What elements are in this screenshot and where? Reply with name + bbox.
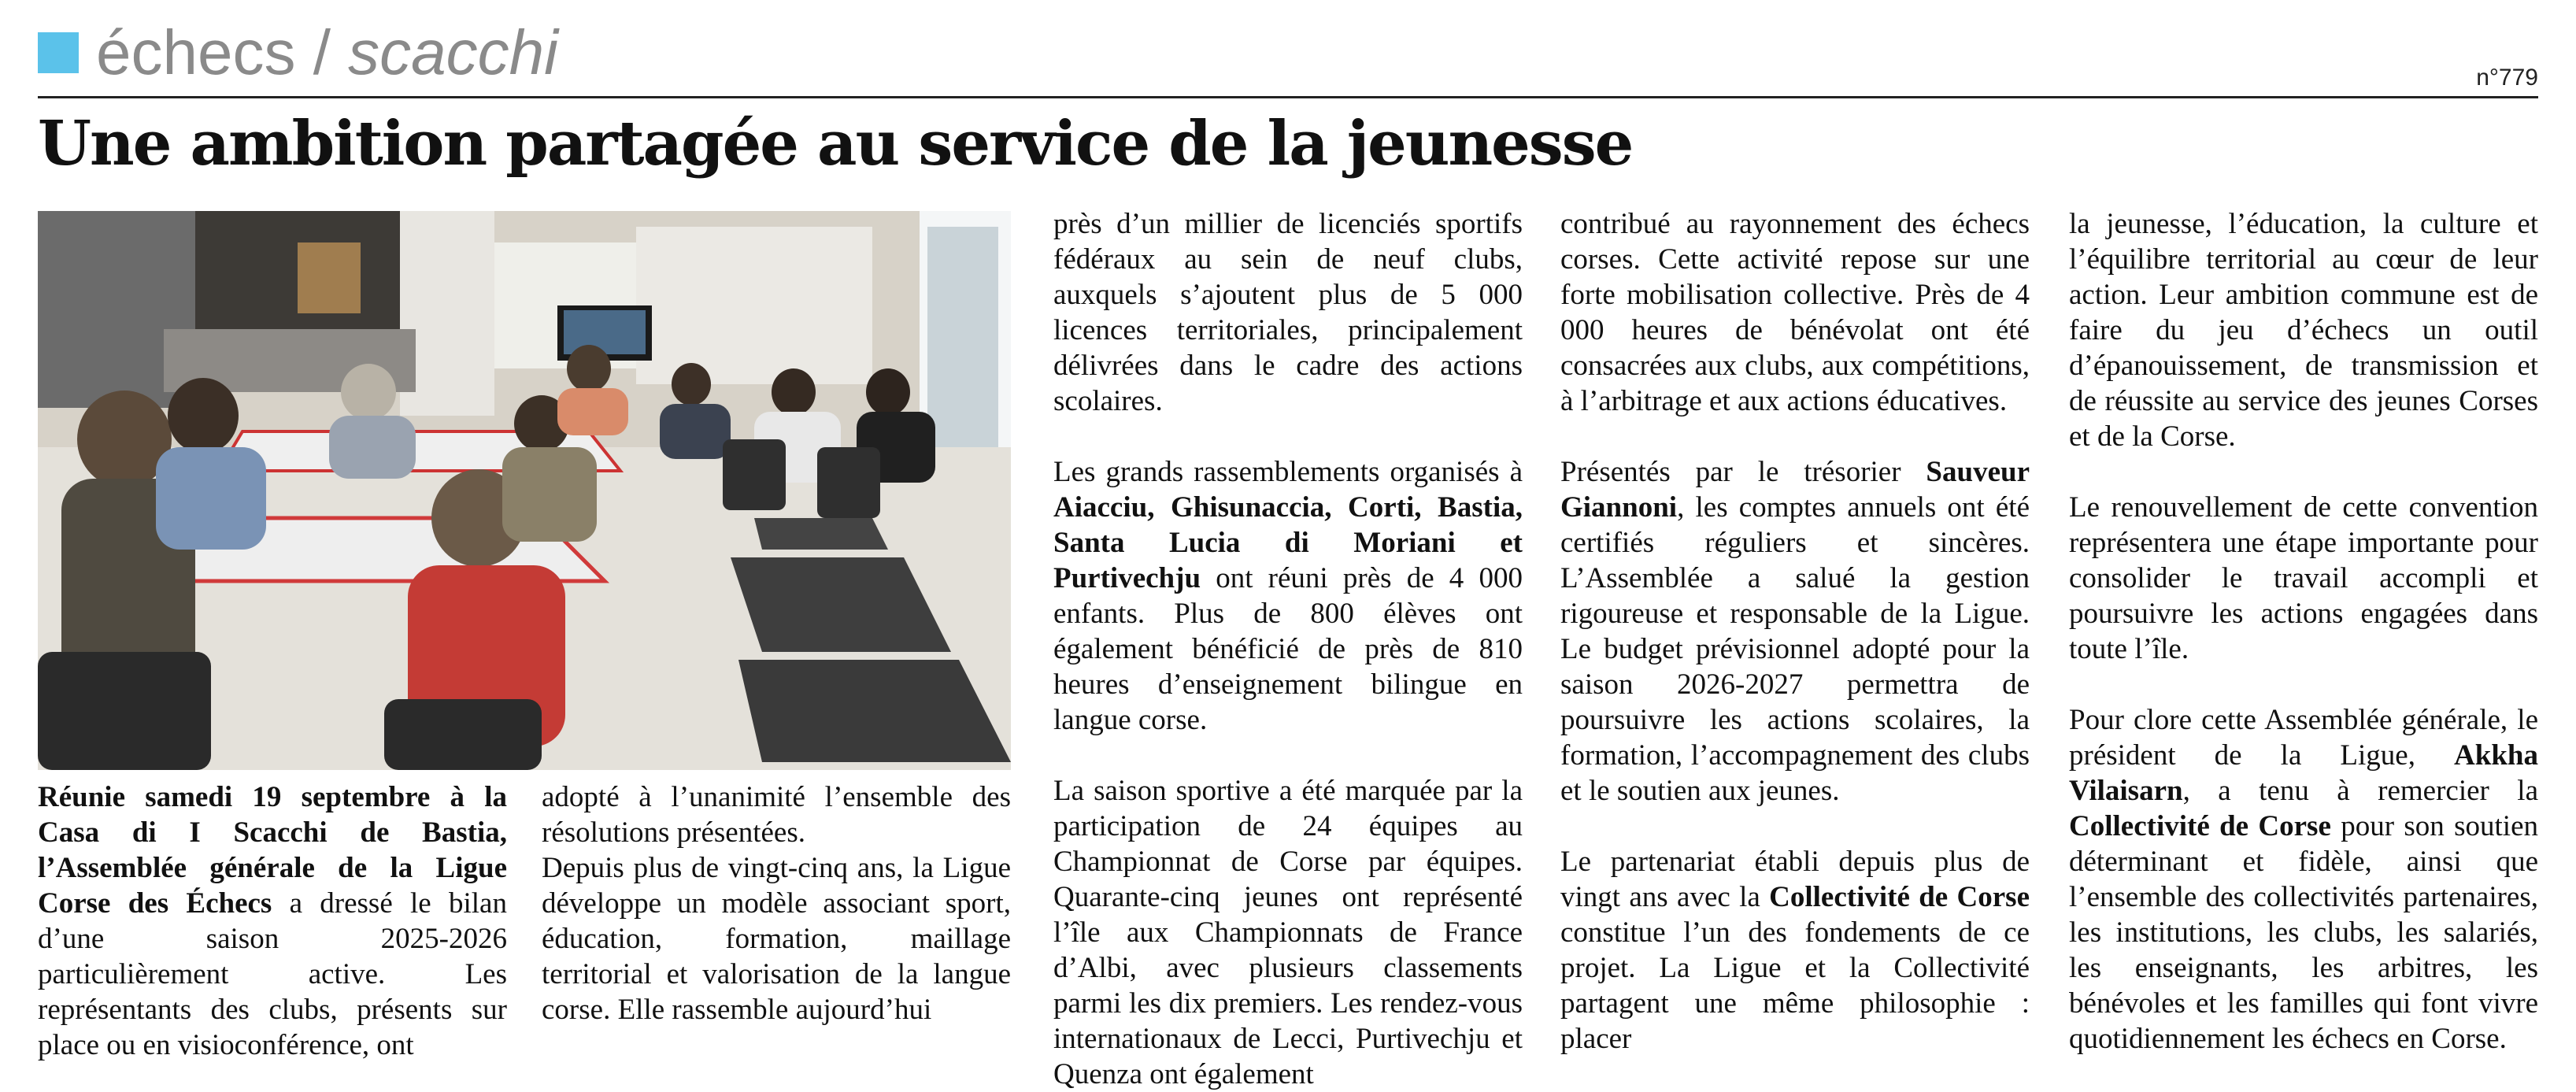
caption-bold: Réunie samedi 19 septembre à la Casa di I Scacchi de Bastia, l’Assemblée générale de la Ligue Corse des Échecs (38, 781, 507, 920)
col5-p3-text-e: pour son soutien déterminant et fidèle, ainsi que l’ensemble des collectivités partenaires, les institutions, les clubs, les salariés, les enseignants, les arbitres, les bénévoles et les familles qui font vivre quotidiennement les échecs en Corse. (2069, 810, 2538, 1055)
col4-p2-text-a: Présentés par le trésorier (1560, 456, 1926, 488)
rubric-corsican: scacchi (348, 17, 558, 87)
col2-paragraph-1: adopté à l’unanimité l’ensemble des résolutions présentées. (542, 781, 1011, 849)
column-4 (1560, 206, 2030, 1057)
col4-p3-text-c: constitue l’un des fondements de ce projet. La Ligue et la Collectivité partagent une même philosophie : placer (1560, 916, 2030, 1055)
col5-p3-president: Akkha Vilaisarn (2069, 739, 2538, 807)
header-rule (38, 96, 2538, 98)
headline: Une ambition partagée au service de la jeunesse (38, 108, 1633, 180)
rubric-french: échecs / (96, 17, 349, 87)
col2-paragraph-2: Depuis plus de vingt-cinq ans, la Ligue développe un modèle associant sport, éducation, formation, maillage territorial et valorisation de la langue corse. Elle rassemble aujourd’hui (542, 852, 1011, 1026)
meeting-photo (38, 211, 1011, 770)
column-3 (1053, 206, 1523, 1092)
issue-number: n°779 (2476, 65, 2538, 91)
col4-p3-text-a: Le partenariat établi depuis plus de vingt ans avec la (1560, 846, 2030, 913)
col5-p3-text-c: , a tenu à remercier la (2182, 775, 2538, 807)
col3-p2-text-a: Les grands rassemblements organisés à (1053, 456, 1523, 488)
rubric-text (96, 17, 558, 87)
col5-p3-collectivite: Collectivité de Corse (2069, 810, 2331, 842)
col3-paragraph-3: La saison sportive a été marquée par la participation de 24 équipes au Championnat de Corse par équipes. Quarante-cinq jeunes ont représenté l’île aux Championnats de France d’Albi, avec plusieurs classements parmi les dix premiers. Les rendez-vous internationaux de Lecci, Purtivechju et Quenza ont également (1053, 775, 1523, 1090)
col3-p2-cities: Aiacciu, Ghisunaccia, Corti, Bastia, Santa Lucia di Moriani et Purtivechju (1053, 491, 1523, 594)
col5-paragraph-3 (2069, 702, 2538, 1057)
col3-paragraph-1: près d’un millier de licenciés sportifs fédéraux au sein de neuf clubs, auxquels s’ajoutent plus de 5 000 licences territoriales, principalement délivrées dans le cadre des actions scolaires. (1053, 208, 1523, 417)
col5-p3-text-a: Pour clore cette Assemblée générale, le président de la Ligue, (2069, 704, 2538, 772)
col4-p2-text-c: , les comptes annuels ont été certifiés réguliers et sincères. L’Assemblée a salué la gestion rigoureuse et responsable de la Ligue. Le budget prévisionnel adopté pour la saison 2026-2027 permettra de poursuivre les actions scolaires, la formation, l’accompagnement des clubs et le soutien aux jeunes. (1560, 491, 2030, 807)
col5-paragraph-1: la jeunesse, l’éducation, la culture et l’équilibre territorial au cœur de leur action. Leur ambition commune est de faire du jeu d’échecs un outil d’épanouissement, de transmission et de réussite au service des jeunes Corses et de la Corse. (2069, 208, 2538, 453)
col4-paragraph-1: contribué au rayonnement des échecs corses. Cette activité repose sur une forte mobilisation collective. Près de 4 000 heures de bénévolat ont été consacrées aux clubs, aux compétitions, à l’arbitrage et aux actions éducatives. (1560, 208, 2030, 417)
section-rubric (38, 17, 558, 88)
col5-paragraph-2: Le renouvellement de cette convention représentera une étape importante pour consolider le travail accompli et poursuivre les actions engagées dans toute l’île. (2069, 491, 2538, 665)
col3-p2-text-c: ont réuni près de 4 000 enfants. Plus de 800 élèves ont également bénéficié de près de 810 heures d’enseignement bilingue en langue corse. (1053, 562, 1523, 736)
col3-paragraph-2 (1053, 454, 1523, 738)
column-5 (2069, 206, 2538, 1057)
col4-paragraph-3 (1560, 844, 2030, 1057)
rubric-square-icon (38, 32, 79, 73)
col4-paragraph-2 (1560, 454, 2030, 809)
caption-text: a dressé le bilan d’une saison 2025-2026 particulièrement active. Les représentants des clubs, présents sur place ou en visioconférence, ont (38, 887, 507, 1061)
col4-p2-treasurer: Sauveur Giannoni (1560, 456, 2030, 524)
col4-p3-collectivite: Collectivité de Corse (1769, 881, 2030, 913)
photo-caption (38, 779, 507, 1063)
column-2 (542, 779, 1011, 1027)
